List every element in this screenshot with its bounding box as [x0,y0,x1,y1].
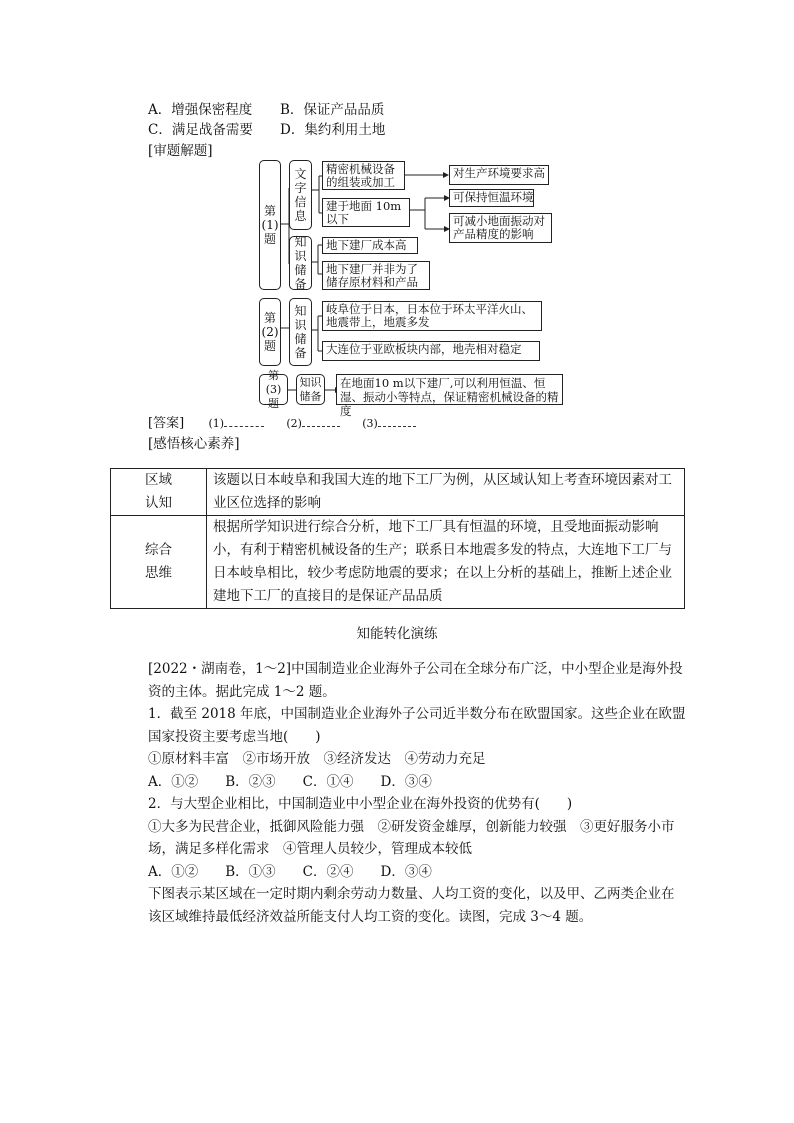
q1-options: A．①② B．②③ C．①④ D．③④ [148,773,432,790]
intro2-text: 下图表示某区域在一定时期内剩余劳动力数量、人均工资的变化，以及甲、乙两类企业在该区域维持最低经济效益所能支付人均工资的变化。读图，完成 3～4 题。 [148,886,675,925]
q1-stem: 1．截至 2018 年底，中国制造业企业海外子公司近半数分布在欧盟国家。这些企业在欧盟国家投资主要考虑当地( ) [148,706,686,745]
box-zhendong: 可减小地面振动对产品精度的影响 [449,213,552,243]
q1-label: 第(1)题 [259,160,281,290]
answer-2-num: (2) [286,417,302,430]
q2-items: ①大多为民营企业，抵御风险能力强 ②研发资金雄厚，创新能力较强 ③更好服务小市场，满足多样化需求 ④管理人员较少，管理成本较低 [148,818,675,857]
answer-2-blank [302,416,340,427]
shenti-label: [审题解题] [148,143,213,159]
intro-text: [2022・湖南卷，1～2]中国制造业企业海外子公司在全球分布广泛，中小型企业是海外投资的主体。据此完成 1～2 题。 [148,661,683,700]
answer-label: [答案] [148,416,185,431]
box-chengben: 地下建厂成本高 [322,237,418,254]
box-chucun: 地下建厂并非为了储存原材料和产品 [322,261,430,290]
box-jianyu: 建于地面 10m 以下 [322,198,410,227]
questions-block [148,658,686,928]
q1-items: ①原材料丰富 ②市场开放 ③经济发达 ④劳动力充足 [148,751,486,767]
table-body-cell: 根据所学知识进行综合分析，地下工厂具有恒温的环境，且受地面振动影响小，有利于精密机械设备的生产；联系日本地震多发的特点，大连地下工厂与日本岐阜相比，较少考虑防地震的要求；在以上分析的基础上，推断上述企业建地下工厂的直接目的是保证产品品质 [207,516,685,609]
box-q3: 在地面10 m以下建厂,可以利用恒温、恒湿、振动小等特点，保证精密机械设备的精度 [336,374,563,405]
head-quyu: 区域认知 [145,472,172,511]
table-row [111,469,685,516]
option-a: A．增强保密程度 [148,102,253,118]
head-zonghe: 综合思维 [145,542,172,581]
table-body-cell: 该题以日本岐阜和我国大连的地下工厂为例，从区域认知上考查环境因素对工业区位选择的影响 [207,469,685,516]
box-jingmi: 精密机械设备的组装或加工 [322,161,405,190]
answer-1-blank [224,416,264,427]
ganwu-label: [感悟核心素养] [148,436,240,452]
zhishi1-label: 知识储备 [289,236,312,290]
box-dalian: 大连位于亚欧板块内部，地壳相对稳定 [322,341,540,361]
option-c: C．满足战备需要 [148,122,253,138]
box-qifu: 岐阜位于日本，日本位于环太平洋火山、地震带上，地震多发 [322,301,542,331]
q3-label: 第(3)题 [259,374,288,405]
answer-3-num: (3) [362,417,378,430]
table-head-cell [111,469,207,516]
box-hengwen: 可保持恒温环境 [449,189,534,207]
table-head-cell [111,516,207,609]
option-b: B．保证产品品质 [280,102,385,118]
zhishi3-label: 知识储备 [296,374,325,405]
answer-line [148,412,416,431]
section-title: 知能转化演练 [356,626,438,642]
answer-3-blank [378,416,416,427]
option-d: D．集约利用土地 [280,122,386,138]
q2-options: A．①② B．①③ C．②④ D．③④ [148,863,432,880]
table-row [111,516,685,609]
wenzi-label: 文字信息 [289,160,312,230]
literacy-table [110,468,685,609]
zhishi2-label: 知识储备 [289,298,312,366]
q2-label: 第(2)题 [259,298,281,366]
q2-stem: 2．与大型企业相比，中国制造业中小型企业在海外投资的优势有( ) [148,796,573,812]
answer-1-num: (1) [208,417,225,430]
box-huanjing: 对生产环境要求高 [449,165,549,185]
